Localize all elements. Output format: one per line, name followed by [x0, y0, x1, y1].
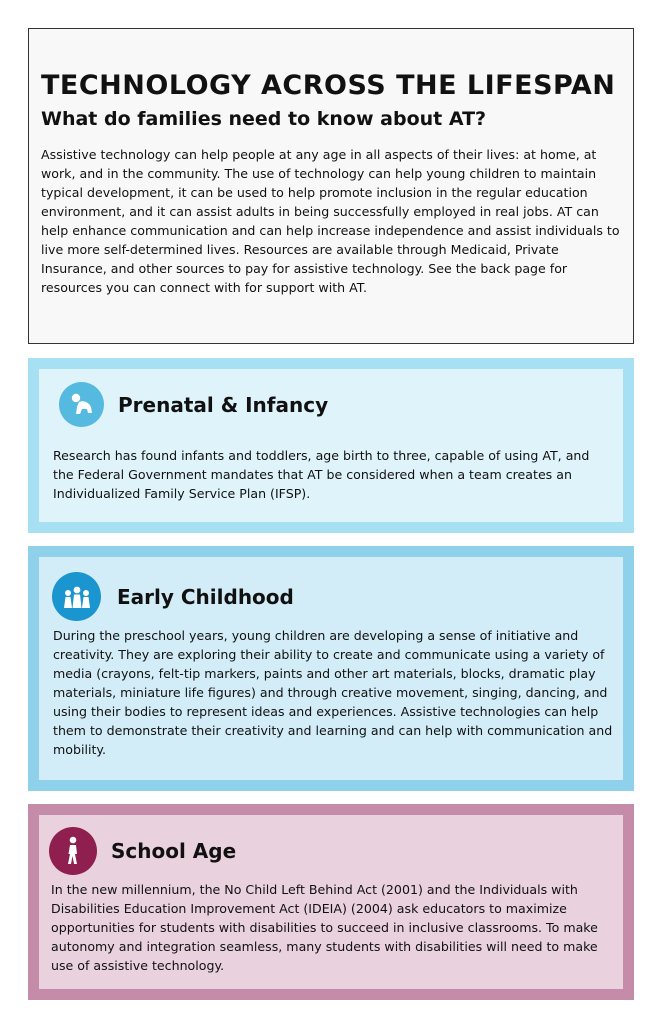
section-header: [49, 827, 236, 875]
intro-box: [28, 28, 634, 344]
section-body: Research has found infants and toddlers, age birth to three, capable of using AT, and the Federal Government mandates that AT be considered when a team creates an Individualized Family Service Plan (IFSP).: [53, 448, 590, 501]
children-group-icon: [52, 572, 101, 621]
section-header: [59, 382, 328, 427]
section-inner: [39, 815, 623, 989]
intro-paragraph: Assistive technology can help people at any age in all aspects of their lives: at home, at work, and in the community. The use of technology can help young children to maintain typical development, it can be used to help promote inclusion in the regular education environment, and it can assist adults in being successfully employed in real jobs. AT can help enhance communication and can help increase independence and assist individuals to live more self-determined lives. Resources are available through Medicaid, Private Insurance, and other sources to pay for assistive technology. See the back page for resources you can connect with for support with AT.: [41, 147, 620, 295]
section-body: During the preschool years, young children are developing a sense of initiative and creativity. They are exploring their ability to create and communicate using a variety of media (crayons, felt-tip markers, paints and other art materials, blocks, dramatic play materials, miniature life figures) and through creative movement, singing, dancing, and using their bodies to represent ideas and experiences. Assistive technologies can help them to demonstrate their creativity and learning and can help with communication and mobility.: [53, 628, 613, 757]
page-subtitle: What do families need to know about AT?: [41, 108, 487, 130]
section-body: In the new millennium, the No Child Left Behind Act (2001) and the Individuals with Disabilities Education Improvement Act (IDEIA) (2004) ask educators to maximize opportunities for students with disabilities to succeed in inclusive classrooms. To make autonomy and integration seamless, many students with disabilities will need to make use of assistive technology.: [51, 882, 598, 973]
section-title: Prenatal & Infancy: [118, 392, 329, 417]
section-title: School Age: [111, 839, 237, 863]
section-early-childhood: [28, 546, 634, 791]
section-title: Early Childhood: [117, 584, 294, 609]
section-header: [52, 572, 294, 621]
section-school-age: [28, 804, 634, 1000]
section-inner: [39, 369, 623, 522]
page-title: TECHNOLOGY ACROSS THE LIFESPAN: [41, 70, 616, 101]
section-inner: [39, 557, 623, 780]
crawling-baby-icon: [59, 382, 104, 427]
section-prenatal-infancy: [28, 358, 634, 533]
walking-child-icon: [49, 827, 97, 875]
